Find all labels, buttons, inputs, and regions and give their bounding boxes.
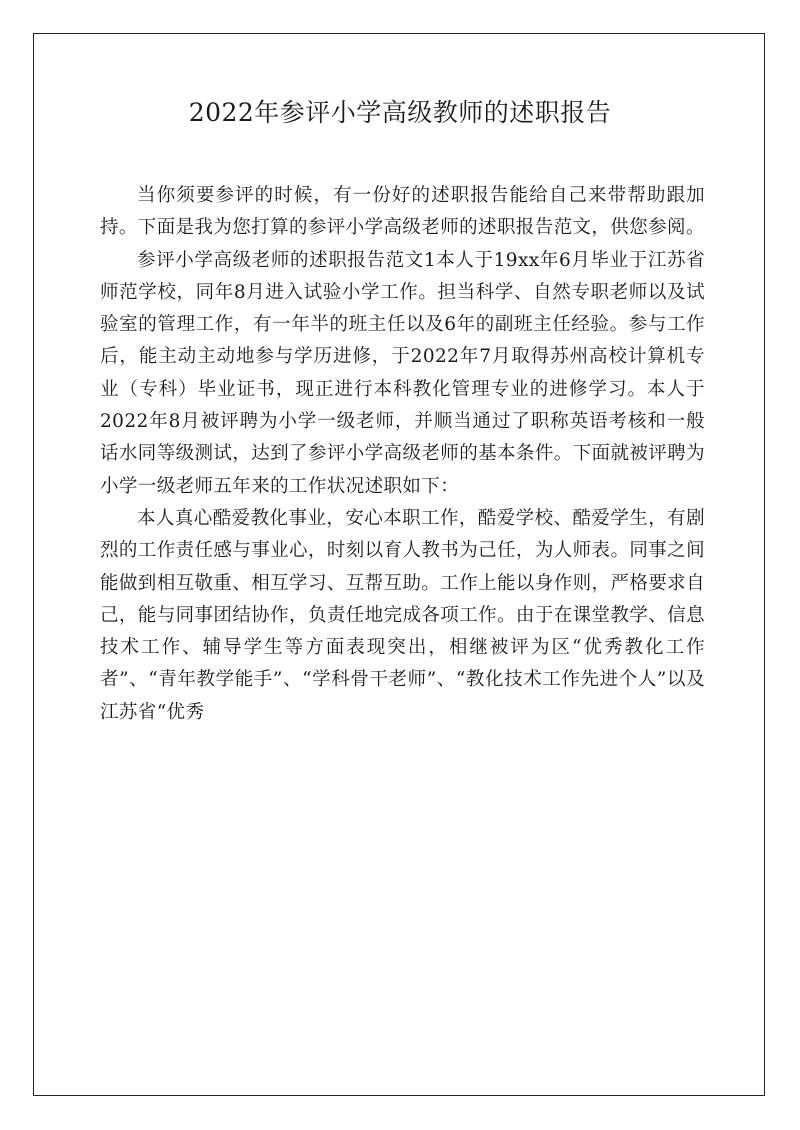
paragraph-intro: 当你须要参评的时候，有一份好的述职报告能给自己来带帮助跟加持。下面是我为您打算的参评小学高级老师的述职报告范文，供您参阅。 <box>100 185 705 239</box>
document-title: 2022年参评小学高级教师的述职报告 <box>188 98 612 127</box>
paragraph-background: 参评小学高级老师的述职报告范文1本人于19xx年6月毕业于江苏省师范学校，同年8月进入试验小学工作。担当科学、自然专职老师以及试验室的管理工作，有一年半的班主任以及6年的副班主任经验。参与工作后，能主动主动地参与学历进修，于2022年7月取得苏州高校计算机专业（专科）毕业证书，现正进行本科教化管理专业的进修学习。本人于2022年8月被评聘为小学一级老师，并顺当通过了职称英语考核和一般话水同等级测试，达到了参评小学高级老师的基本条件。下面就被评聘为小学一级老师五年来的工作状况述职如下： <box>100 249 705 497</box>
document-body <box>100 180 705 729</box>
paragraph-performance: 本人真心酷爱教化事业，安心本职工作，酷爱学校、酷爱学生，有剧烈的工作责任感与事业心，时刻以育人教书为己任，为人师表。同事之间能做到相互敬重、相互学习、互帮互助。工作上能以身作则，严格要求自己，能与同事团结协作，负责任地完成各项工作。由于在课堂教学、信息技术工作、辅导学生等方面表现突出，相继被评为区“优秀教化工作者”、“青年教学能手”、“学科骨干老师”、“教化技术工作先进个人”以及江苏省“优秀 <box>100 507 705 723</box>
